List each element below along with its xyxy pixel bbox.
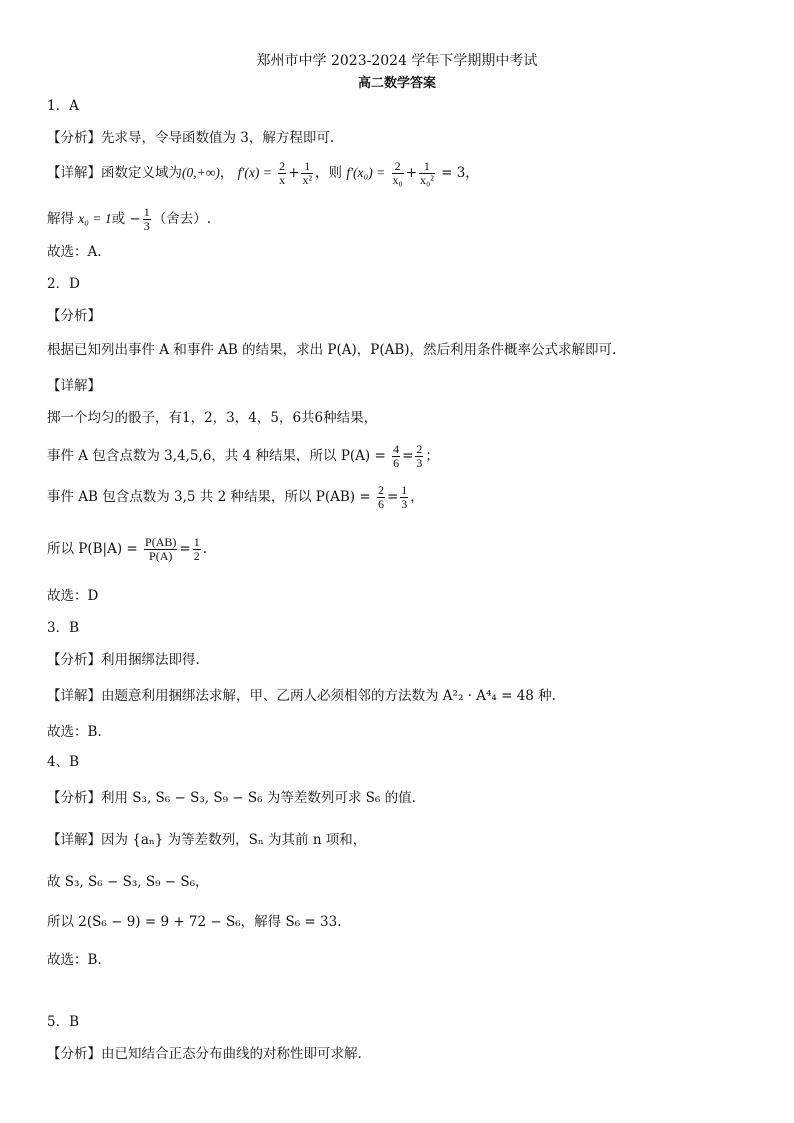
q4-line1: 故 S₃, S₆ − S₃, S₉ − S₆，: [47, 874, 209, 890]
q1-solve-tail: （舍去）.: [152, 211, 211, 227]
q3-analysis: 【分析】利用捆绑法即得.: [47, 652, 200, 668]
q2-frac-13: $\frac{1}{3}$: [401, 483, 408, 511]
q1-frac-2x0: $\frac{2}{\text{x₀}}$: [392, 159, 403, 187]
q1-detail-lead: 【详解】函数定义域为: [47, 165, 182, 181]
q1-fprime: f′(x) =: [237, 165, 272, 180]
q5-number: 5．B: [47, 1014, 80, 1030]
q2-line2-a: 事件 A 包含点数为 3,4,5,6，共 4 种结果，所以 P(A) =: [47, 448, 386, 464]
q2-line2-b: =: [402, 448, 414, 464]
q1-analysis: 【分析】先求导，令导函数值为 3，解方程即可.: [47, 130, 335, 146]
q4-detail: 【详解】因为 {aₙ} 为等差数列，Sₙ 为其前 n 项和，: [47, 832, 367, 848]
q2-frac-12: $\frac{1}{2}$: [193, 535, 200, 563]
q2-line4-a: 所以 P(B|A) =: [47, 541, 138, 557]
q1-fprime0: f′(x₀) =: [346, 165, 386, 180]
q1-frac-1x2: $\frac{1}{\text{x²}}$: [302, 159, 313, 187]
q2-detail: 【详解】: [47, 378, 101, 394]
q4-line2: 所以 2(S₆ − 9) = 9 + 72 − S₆，解得 S₆ = 33.: [47, 914, 342, 930]
q2-line3: [47, 484, 424, 511]
q3-answer: 故选：B.: [47, 724, 102, 740]
q2-answer: 故选：D: [47, 588, 99, 604]
q3-number: 3．B: [47, 620, 80, 636]
q1-solve-or: 或 −: [111, 211, 141, 227]
q2-line2: [47, 443, 439, 470]
q1-solve: [47, 206, 211, 233]
q4-answer: 故选：B.: [47, 952, 102, 968]
q2-number: 2．D: [47, 276, 80, 292]
q1-frac-1x02: $\frac{1}{\text{x₀²}}$: [420, 159, 434, 187]
q2-line4-c: .: [202, 541, 207, 557]
q4-number: 4、B: [47, 754, 80, 770]
q1-solve-lead: 解得: [47, 211, 74, 227]
q1-answer: 故选：A.: [47, 244, 102, 260]
q2-line3-a: 事件 AB 包含点数为 3,5 共 2 种结果，所以 P(AB) =: [47, 489, 371, 505]
q4-analysis: 【分析】利用 S₃, S₆ − S₃, S₉ − S₆ 为等差数列可求 S₆ 的值.: [47, 790, 416, 806]
q2-frac-26: $\frac{2}{6}$: [377, 483, 384, 511]
q2-line4: [47, 536, 207, 563]
q2-frac-23: $\frac{2}{3}$: [416, 442, 423, 470]
q2-line3-c: ，: [410, 489, 424, 505]
q1-domain: (0,+∞): [182, 165, 220, 180]
q1-frac-13: $\frac{1}{3}$: [143, 205, 150, 233]
exam-title: 郑州市中学 2023-2024 学年下学期期中考试: [256, 53, 538, 69]
q1-frac-2x: $\frac{2}{x}$: [279, 159, 286, 187]
q5-analysis: 【分析】由已知结合正态分布曲线的对称性即可求解.: [47, 1046, 362, 1062]
q2-analysis: 【分析】: [47, 308, 101, 324]
q1-number: 1．A: [47, 98, 79, 114]
q1-eq3: = 3，: [441, 165, 479, 181]
q1-solve-x: x₀ = 1: [78, 211, 112, 226]
q2-analysis-text: 根据已知列出事件 A 和事件 AB 的结果，求出 P(A)，P(AB)，然后利用条件概率公式求解即可.: [47, 342, 617, 358]
q2-frac-46: $\frac{4}{6}$: [393, 442, 400, 470]
q1-then: ，则: [315, 165, 343, 181]
q2-line4-b: =: [179, 541, 191, 557]
q3-detail: 【详解】由题意利用捆绑法求解，甲、乙两人必须相邻的方法数为 A²₂ · A⁴₄ = 48 种.: [47, 688, 556, 704]
exam-subtitle: 高二数学答案: [357, 76, 436, 91]
q2-frac-pab-pa: $\frac{P(AB)}{P(A)}$: [145, 535, 177, 563]
q2-line2-c: ；: [425, 448, 439, 464]
q2-line1: 掷一个均匀的骰子，有1，2，3，4，5，6共6种结果，: [47, 410, 378, 426]
q1-detail: 【详解】函数定义域为(0,+∞)， f′(x) = $\frac{2}{x}$ + $\frac{1}{\text{x²}}$ ，则 f′(x₀) = $\frac{2}{\text{x₀}}$ + $\frac{1}{\text{x₀²}}$ = 3，: [47, 159, 479, 187]
q2-line3-b: =: [386, 489, 399, 505]
